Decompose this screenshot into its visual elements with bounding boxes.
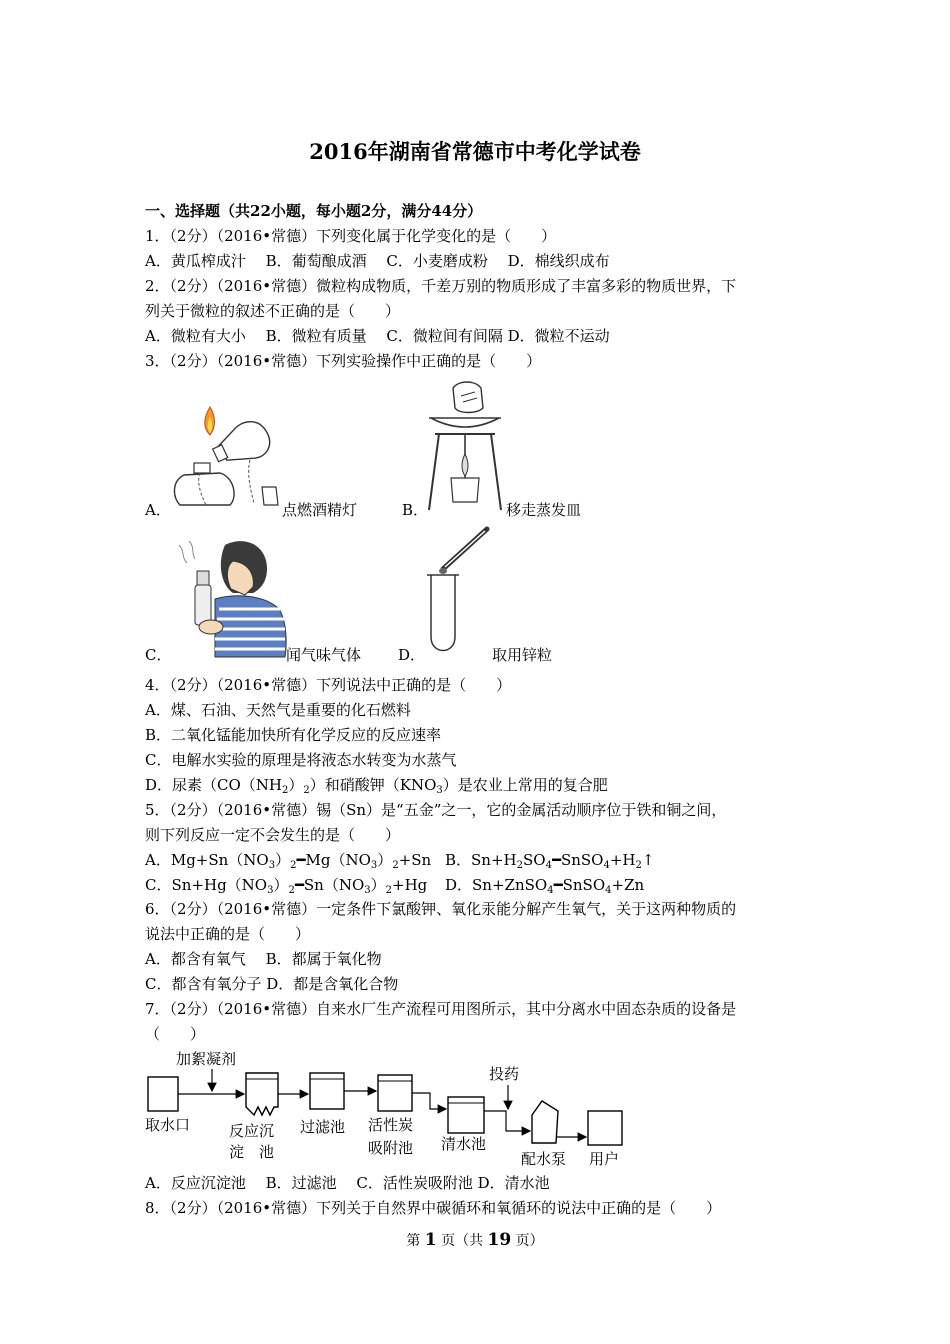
q6-options-ab: A．都含有氧气 B．都属于氧化物	[145, 950, 382, 968]
q3-option-a-text: 点燃酒精灯	[282, 501, 358, 519]
q4-option-a: A．煤、石油、天然气是重要的化石燃料	[145, 701, 411, 719]
q3-stem: 3．（2分）（2016•常德）下列实验操作中正确的是（ ）	[145, 352, 542, 370]
q5-option-a: A．$Mg+Sn(NO_3)_2━Mg(NO_3)_2+Sn$	[145, 851, 432, 871]
q5-option-b: B．$Sn+H_2SO_4━SnSO_4+H_2↑$	[445, 851, 655, 871]
test-tube-figure	[425, 525, 495, 655]
flow-filter-label: 过滤池	[300, 1118, 346, 1136]
q7-stem-line2: （ ）	[145, 1025, 206, 1043]
flow-carbon-label-1: 活性炭	[368, 1116, 414, 1134]
q3-option-d-text: 取用锌粒	[492, 646, 553, 664]
q5-stem-line1: 5．（2分）（2016•常德）锡（Sn）是“五金”之一，它的金属活动顺序位于铁和铜之间，	[145, 801, 727, 819]
section-heading: 一、选择题（共22小题，每小题2分，满分44分）	[145, 202, 483, 220]
q3-option-b-text: 移走蒸发皿	[506, 501, 582, 519]
page-footer: 第 1 页（共 19 页）	[406, 1230, 544, 1250]
flow-carbon-label-2: 吸附池	[368, 1139, 414, 1157]
q6-options-cd: C．都含有氧分子 D．都是含氧化合物	[145, 975, 399, 993]
q1-stem: 1．（2分）（2016•常德）下列变化属于化学变化的是（ ）	[145, 227, 557, 245]
flow-settle-label-1: 反应沉	[229, 1122, 275, 1140]
q5-option-c: C．$Sn+Hg(NO_3)_2━Sn(NO_3)_2+Hg$	[145, 876, 428, 896]
q5-stem-line2: 则下列反应一定不会发生的是（ ）	[145, 826, 401, 844]
q4-option-b: B．二氧化锰能加快所有化学反应的反应速率	[145, 726, 442, 744]
q4-option-d: D．尿素$(CO(NH_2)_2)$和硝酸钾$(KNO_3)$是农业上常用的复合肥	[145, 776, 608, 796]
flow-settle-label-2: 淀 池	[229, 1143, 275, 1161]
q3-option-c-text: 闻气味气体	[286, 646, 362, 664]
alcohol-lamp-figure	[170, 405, 285, 515]
flow-intake-label: 取水口	[145, 1116, 191, 1134]
flow-pump-label: 配水泵	[521, 1150, 567, 1168]
q8-stem: 8．（2分）（2016•常德）下列关于自然界中碳循环和氧循环的说法中正确的是（ ）	[145, 1199, 722, 1217]
q4-stem: 4．（2分）（2016•常德）下列说法中正确的是（ ）	[145, 676, 512, 694]
q3-option-d-letter: D．	[398, 646, 426, 664]
flow-dose-label: 投药	[489, 1065, 520, 1083]
page-title: 2016年湖南省常德市中考化学试卷	[309, 139, 641, 164]
q3-option-c-letter: C．	[145, 646, 172, 664]
q2-stem-line2: 列关于微粒的叙述不正确的是（ ）	[145, 302, 401, 320]
flow-coagulant-label: 加絮凝剂	[176, 1050, 237, 1068]
q5-option-d: D．Sn+ZnSO$_4$━SnSO$_4$+Zn	[445, 876, 645, 896]
q4-option-c: C．电解水实验的原理是将液态水转变为水蒸气	[145, 751, 457, 769]
q3-option-b-letter: B．	[402, 501, 429, 519]
flow-user-label: 用户	[589, 1150, 620, 1168]
q1-options: A．黄瓜榨成汁 B．葡萄酿成酒 C．小麦磨成粉 D．棉线织成布	[145, 252, 610, 270]
q6-stem-line1: 6．（2分）（2016•常德）一定条件下氯酸钾、氧化汞能分解产生氧气，关于这两种物质的	[145, 900, 737, 918]
q2-options: A．微粒有大小 B．微粒有质量 C．微粒间有间隔 D．微粒不运动	[145, 327, 610, 345]
q2-stem-line1: 2．（2分）（2016•常德）微粒构成物质，千差万别的物质形成了丰富多彩的物质世界，下	[145, 277, 737, 295]
q6-stem-line2: 说法中正确的是（ ）	[145, 925, 311, 943]
q7-stem-line1: 7．（2分）（2016•常德）自来水厂生产流程可用图所示，其中分离水中固态杂质的设备是	[145, 1000, 737, 1018]
flow-clear-label: 清水池	[441, 1135, 487, 1153]
smelling-gas-figure	[175, 535, 290, 660]
q7-options: A．反应沉淀池 B．过滤池 C．活性炭吸附池 D．清水池	[145, 1174, 550, 1192]
q3-option-a-letter: A．	[145, 501, 171, 519]
evaporating-dish-figure	[425, 378, 505, 513]
